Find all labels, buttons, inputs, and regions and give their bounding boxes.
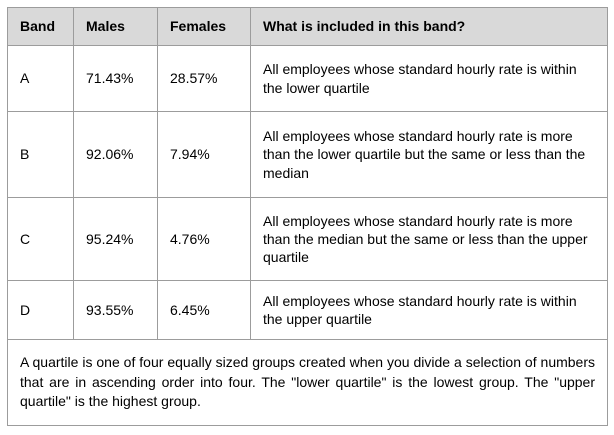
table-row — [8, 46, 608, 112]
description-cell: All employees whose standard hourly rate is within the lower quartile — [251, 46, 608, 112]
pay-band-table — [7, 7, 608, 426]
quartile-footnote: A quartile is one of four equally sized groups created when you divide a selection of numbers that are in ascending order into four. The "lower quartile" is the lowest group. The "upper quartile" is the highest group. — [8, 340, 608, 426]
males-cell: 93.55% — [74, 281, 158, 340]
band-cell: C — [8, 198, 74, 281]
table-row — [8, 281, 608, 340]
table-row — [8, 112, 608, 198]
females-cell: 4.76% — [158, 198, 251, 281]
band-cell: A — [8, 46, 74, 112]
header-description: What is included in this band? — [251, 8, 608, 46]
males-cell: 92.06% — [74, 112, 158, 198]
description-cell: All employees whose standard hourly rate is more than the median but the same or less than the upper quartile — [251, 198, 608, 281]
header-females: Females — [158, 8, 251, 46]
males-cell: 95.24% — [74, 198, 158, 281]
header-males: Males — [74, 8, 158, 46]
males-cell: 71.43% — [74, 46, 158, 112]
females-cell: 6.45% — [158, 281, 251, 340]
table-header-row — [8, 8, 608, 46]
table-row — [8, 198, 608, 281]
females-cell: 28.57% — [158, 46, 251, 112]
band-cell: B — [8, 112, 74, 198]
header-band: Band — [8, 8, 74, 46]
females-cell: 7.94% — [158, 112, 251, 198]
description-cell: All employees whose standard hourly rate is more than the lower quartile but the same or less than the median — [251, 112, 608, 198]
band-cell: D — [8, 281, 74, 340]
description-cell: All employees whose standard hourly rate is within the upper quartile — [251, 281, 608, 340]
footnote-row — [8, 340, 608, 426]
